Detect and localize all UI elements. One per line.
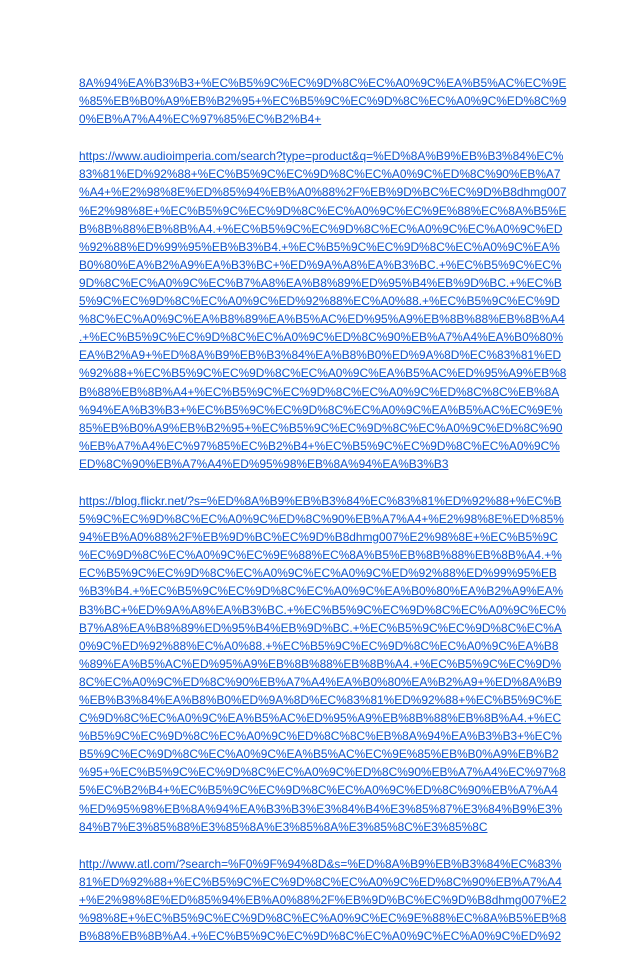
- url-line[interactable]: EA%B2%A9+%ED%8A%B9%EB%B3%84%EA%B8%B0%ED%9A%8D%EC%83%81%ED: [79, 348, 562, 363]
- url-line[interactable]: %89%EA%B5%AC%ED%95%A9%EB%8B%88%EB%8B%A4.+%EC%B5%9C%EC%9D%: [79, 656, 562, 671]
- url-line[interactable]: 84%B7%E3%85%88%E3%85%8A%E3%85%8A%E3%85%8C%E3%85%8C: [79, 819, 488, 834]
- url-line[interactable]: %85%EB%B0%A9%EB%B2%95+%EC%B5%9C%EC%9D%8C%EC%A0%9C%ED%8C%9: [79, 94, 567, 109]
- url-line[interactable]: %92%88+%EC%B5%9C%EC%9D%8C%EC%A0%9C%EA%B5%AC%ED%95%A9%EB%8: [79, 366, 567, 381]
- url-line[interactable]: %98%8E+%EC%B5%9C%EC%9D%8C%EC%A0%9C%EC%9E%88%EC%8A%B5%EB%8: [79, 911, 567, 926]
- url-line[interactable]: 5%9C%EC%9D%8C%EC%A0%9C%ED%92%88%EC%A0%88.+%EC%B5%9C%EC%9D: [79, 294, 560, 309]
- document-page: [79, 74, 569, 964]
- url-line[interactable]: +%E2%98%8E%ED%85%94%EB%A0%88%2F%EB%9D%BC%EC%9D%B8dhmg007%E2: [79, 892, 567, 907]
- url-line[interactable]: 9D%8C%EC%A0%9C%EC%B7%A8%EA%B8%89%ED%95%B4%EB%9D%BC.+%EC%B: [79, 275, 562, 290]
- url-line[interactable]: %95+%EC%B5%9C%EC%9D%8C%EC%A0%9C%ED%8C%90%EB%A7%A4%EC%97%8: [79, 765, 566, 780]
- url-line[interactable]: 0%EB%A7%A4%EC%97%85%EC%B2%B4+: [79, 112, 322, 127]
- url-block-audioimperia[interactable]: [79, 147, 569, 473]
- url-line[interactable]: B%88%EB%8B%A4.+%EC%B5%9C%EC%9D%8C%EC%A0%9C%EC%A0%9C%ED%92: [79, 929, 562, 944]
- url-line[interactable]: %EB%B3%84%EA%B8%B0%ED%9A%8D%EC%83%81%ED%92%88+%EC%B5%9C%E: [79, 693, 562, 707]
- url-line[interactable]: C%9D%8C%EC%A0%9C%EA%B5%AC%ED%95%A9%EB%8B%88%EB%8B%A4.+%EC: [79, 711, 562, 726]
- url-line[interactable]: 8A%94%EA%B3%B3+%EC%B5%9C%EC%9D%8C%EC%A0%9C%EA%B5%AC%EC%9E: [79, 76, 567, 90]
- url-line[interactable]: %E2%98%8E+%EC%B5%9C%EC%9D%8C%EC%A0%9C%EC%9E%88%EC%8A%B5%E: [79, 203, 567, 218]
- url-line[interactable]: B7%A8%EA%B8%89%ED%95%B4%EB%9D%BC.+%EC%B5%9C%EC%9D%8C%EC%A: [79, 620, 562, 635]
- url-line[interactable]: 8C%EC%A0%9C%ED%8C%90%EB%A7%A4%EA%B0%80%EA%B2%A9+%ED%8A%B9: [79, 674, 562, 689]
- url-line[interactable]: .+%EC%B5%9C%EC%9D%8C%EC%A0%9C%ED%8C%90%EB%A7%A4%EA%B0%80%: [79, 330, 564, 345]
- url-line[interactable]: %A4+%E2%98%8E%ED%85%94%EB%A0%88%2F%EB%9D%BC%EC%9D%B8dhmg007: [79, 185, 567, 200]
- url-block-flickr[interactable]: [79, 492, 569, 836]
- url-line[interactable]: B5%9C%EC%9D%8C%EC%A0%9C%EA%B5%AC%EC%9E%85%EB%B0%A9%EB%B2: [79, 747, 559, 762]
- url-line[interactable]: B%88%EB%8B%A4+%EC%B5%9C%EC%9D%8C%EC%A0%9C%ED%8C%8C%EB%8A: [79, 384, 560, 399]
- url-line[interactable]: 94%EB%A0%88%2F%EB%9D%BC%EC%9D%B8dhmg007%E2%98%8E+%EC%B5%9C: [79, 530, 558, 545]
- url-line[interactable]: 81%ED%92%88+%EC%B5%9C%EC%9D%8C%EC%A0%9C%ED%8C%90%EB%A7%A4: [79, 874, 562, 889]
- url-line[interactable]: EC%B5%9C%EC%9D%8C%EC%A0%9C%EC%A0%9C%ED%92%88%ED%99%95%EB: [79, 566, 557, 581]
- url-line[interactable]: %EB%A7%A4%EC%97%85%EC%B2%B4+%EC%B5%9C%EC%9D%8C%EC%A0%9C%: [79, 438, 560, 453]
- url-line[interactable]: http://www.atl.com/?search=%F0%9F%94%8D&s=%ED%8A%B9%EB%B3%84%EC%83%: [79, 856, 562, 871]
- url-line[interactable]: %92%88%ED%99%95%EB%B3%B4.+%EC%B5%9C%EC%9D%8C%EC%A0%9C%EA%: [79, 239, 560, 254]
- url-line[interactable]: 83%81%ED%92%88+%EC%B5%9C%EC%9D%8C%EC%A0%9C%ED%8C%90%EB%A7: [79, 167, 561, 182]
- url-line[interactable]: %B5%9C%EC%9D%8C%EC%A0%9C%ED%8C%8C%EB%8A%94%EA%B3%B3+%EC%: [79, 729, 562, 744]
- url-line[interactable]: %EC%9D%8C%EC%A0%9C%EC%9E%88%EC%8A%B5%EB%8B%88%EB%8B%A4.+%: [79, 548, 562, 563]
- url-line[interactable]: 5%9C%EC%9D%8C%EC%A0%9C%ED%8C%90%EB%A7%A4+%E2%98%8E%ED%85%: [79, 512, 564, 527]
- url-line[interactable]: 5%EC%B2%B4+%EC%B5%9C%EC%9D%8C%EC%A0%9C%ED%8C%90%EB%A7%A4: [79, 783, 558, 798]
- url-line[interactable]: https://blog.flickr.net/?s=%ED%8A%B9%EB%B3%84%EC%83%81%ED%92%88+%EC%B: [79, 493, 562, 508]
- url-line[interactable]: B%8B%88%EB%8B%A4.+%EC%B5%9C%EC%9D%8C%EC%A0%9C%EC%A0%9C%ED: [79, 221, 563, 236]
- url-line[interactable]: 85%EB%B0%A9%EB%B2%95+%EC%B5%9C%EC%9D%8C%EC%A0%9C%ED%8C%90: [79, 420, 563, 435]
- url-line[interactable]: B0%80%EA%B2%A9%EA%B3%BC+%ED%9A%A8%EA%B3%BC.+%EC%B5%9C%EC%: [79, 257, 562, 272]
- url-line[interactable]: %8C%EC%A0%9C%EA%B8%89%EA%B5%AC%ED%95%A9%EB%8B%88%EB%8B%A4: [79, 312, 565, 327]
- url-line[interactable]: %ED%95%98%EB%8A%94%EA%B3%B3%E3%84%B4%E3%85%87%E3%84%B9%E3%: [79, 801, 563, 816]
- url-line[interactable]: 0%9C%ED%92%88%EC%A0%88.+%EC%B5%9C%EC%9D%8C%EC%A0%9C%EA%B8: [79, 638, 559, 653]
- url-line[interactable]: B3%BC+%ED%9A%A8%EA%B3%BC.+%EC%B5%9C%EC%9D%8C%EC%A0%9C%EC%: [79, 602, 567, 617]
- url-line[interactable]: ED%8C%90%EB%A7%A4%ED%95%98%EB%8A%94%EA%B3%B3: [79, 456, 449, 471]
- url-line[interactable]: %94%EA%B3%B3+%EC%B5%9C%EC%9D%8C%EC%A0%9C%EA%B5%AC%EC%9E%: [79, 402, 563, 417]
- url-line[interactable]: %B3%B4.+%EC%B5%9C%EC%9D%8C%EC%A0%9C%EA%B0%80%EA%B2%A9%EA%: [79, 584, 564, 599]
- url-line[interactable]: https://www.audioimperia.com/search?type=product&q=%ED%8A%B9%EB%B3%84%EC%: [79, 149, 564, 164]
- url-block-atl[interactable]: [79, 855, 569, 945]
- url-block-continued[interactable]: [79, 74, 569, 128]
